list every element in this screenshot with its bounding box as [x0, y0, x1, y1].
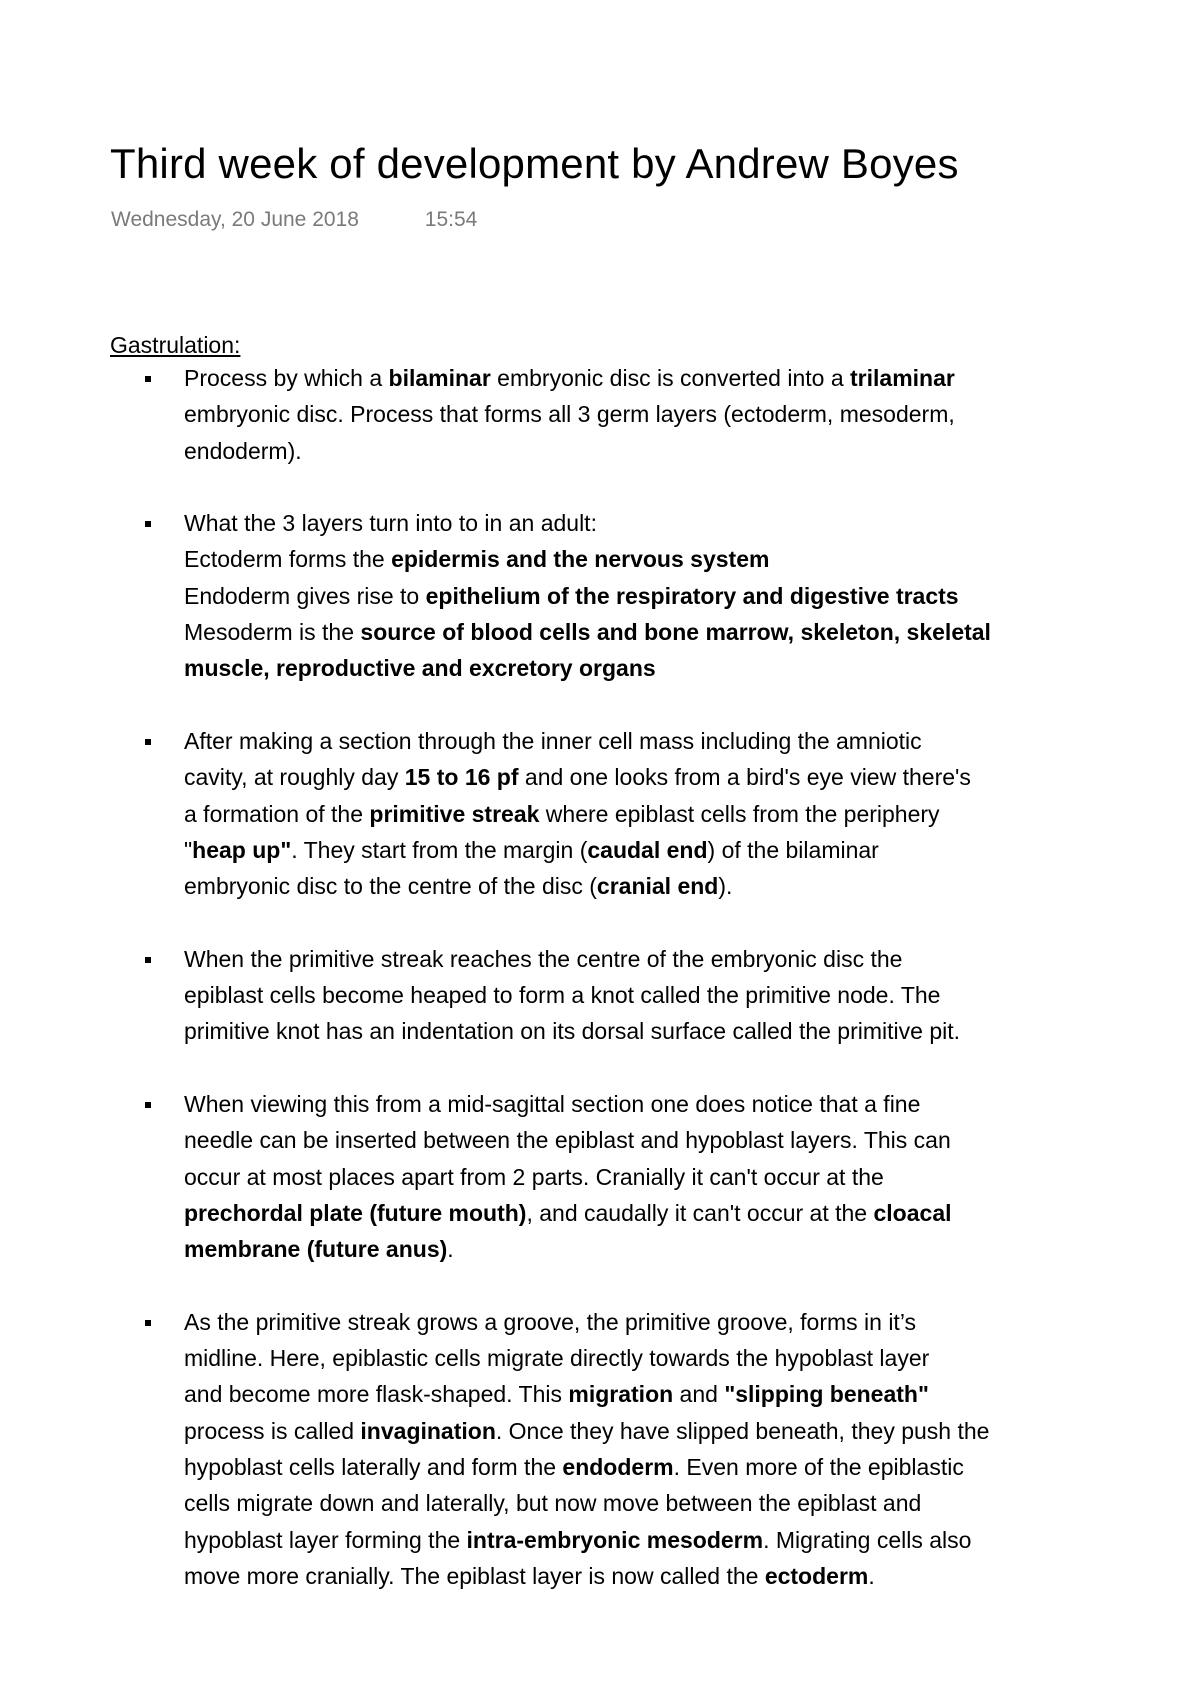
text-run: . Migrating cells also	[763, 1526, 972, 1553]
text-line	[184, 759, 1140, 795]
text-run: epiblast cells become heaped to form a knot called the primitive node. The	[184, 982, 941, 1009]
bold-text-run: caudal end	[587, 836, 708, 863]
bold-text-run: migration	[568, 1381, 674, 1408]
text-line	[184, 1013, 1140, 1049]
text-run: occur at most places apart from 2 parts. Cranially it can't occur at the	[184, 1163, 884, 1190]
text-line	[184, 1195, 1140, 1231]
text-run: hypoblast cells laterally and form the	[184, 1453, 563, 1480]
bullet-marker-icon	[145, 1320, 151, 1326]
bold-text-run: source of blood cells and bone marrow, skeleton, skeletal	[360, 619, 991, 646]
text-run: Mesoderm is the	[184, 619, 361, 646]
text-run: Endoderm gives rise to	[184, 582, 426, 609]
text-line	[184, 1558, 1140, 1594]
text-line	[184, 796, 1140, 832]
text-run: cells migrate down and laterally, but now move between the epiblast and	[184, 1490, 922, 1517]
text-run: ).	[718, 873, 733, 900]
bullet-item	[0, 1086, 1200, 1267]
text-run: endoderm).	[184, 437, 302, 464]
text-line	[184, 360, 1140, 396]
text-run: midline. Here, epiblastic cells migrate directly towards the hypoblast layer	[184, 1345, 930, 1372]
bold-text-run: cranial end	[596, 873, 719, 900]
text-line	[184, 1231, 1140, 1267]
bold-text-run: prechordal plate (future mouth)	[184, 1199, 527, 1226]
text-run: , and caudally it can't occur at the	[526, 1199, 874, 1226]
text-line	[184, 1376, 1140, 1412]
text-run: embryonic disc. Process that forms all 3 germ layers (ectoderm, mesoderm,	[184, 401, 955, 428]
text-run: hypoblast layer forming the	[184, 1526, 467, 1553]
text-run: and one looks from a bird's eye view there's	[518, 764, 971, 791]
bold-text-run: intra-embryonic mesoderm	[466, 1526, 764, 1553]
text-run: a formation of the	[184, 800, 370, 827]
text-run: As the primitive streak grows a groove, the primitive groove, forms in it’s	[184, 1308, 917, 1335]
bold-text-run: epithelium of the respiratory and digestive tracts	[425, 582, 959, 609]
text-run: move more cranially. The epiblast layer is now called the	[184, 1562, 765, 1589]
bullet-list	[0, 360, 1200, 1630]
text-line	[184, 1159, 1140, 1195]
text-line	[184, 1522, 1140, 1558]
text-line	[184, 977, 1140, 1013]
bullet-item	[0, 1304, 1200, 1594]
text-run: cavity, at roughly day	[184, 764, 405, 791]
page-title: Third week of development by Andrew Boyes	[110, 140, 959, 187]
bullet-item	[0, 360, 1200, 469]
bold-text-run: invagination	[360, 1417, 496, 1444]
text-line	[184, 1304, 1140, 1340]
bold-text-run: 15 to 16 pf	[404, 764, 519, 791]
text-run: When the primitive streak reaches the centre of the embryonic disc the	[184, 945, 903, 972]
text-line	[184, 1449, 1140, 1485]
text-line	[184, 1122, 1140, 1158]
bullet-item	[0, 505, 1200, 686]
text-line	[184, 541, 1140, 577]
text-line	[184, 505, 1140, 541]
text-line	[184, 868, 1140, 904]
bold-text-run: cloacal	[873, 1199, 952, 1226]
bold-text-run: primitive streak	[369, 800, 540, 827]
bold-text-run: heap up"	[192, 836, 292, 863]
bold-text-run: epidermis and the nervous system	[391, 546, 770, 573]
text-line	[184, 433, 1140, 469]
text-run: and become more flask-shaped. This	[184, 1381, 569, 1408]
text-line	[184, 578, 1140, 614]
text-run: .	[868, 1562, 875, 1589]
text-run: ) of the bilaminar	[707, 836, 879, 863]
text-run: Ectoderm forms the	[184, 546, 392, 573]
text-line	[184, 1086, 1140, 1122]
bold-text-run: muscle, reproductive and excretory organs	[184, 655, 656, 682]
text-run: .	[447, 1236, 454, 1263]
bullet-item	[0, 941, 1200, 1050]
bullet-marker-icon	[145, 521, 151, 527]
bullet-item	[0, 723, 1200, 904]
text-line	[184, 1340, 1140, 1376]
text-run: . Once they have slipped beneath, they push the	[495, 1417, 990, 1444]
text-line	[184, 396, 1140, 432]
text-run: After making a section through the inner cell mass including the amniotic	[184, 727, 922, 754]
text-run: . They start from the margin (	[291, 836, 588, 863]
text-line	[184, 650, 1140, 686]
page-time: 15:54	[424, 208, 478, 231]
bold-text-run: trilaminar	[850, 365, 955, 391]
text-run: primitive knot has an indentation on its dorsal surface called the primitive pit.	[184, 1018, 961, 1045]
text-line	[184, 1413, 1140, 1449]
page-meta	[111, 206, 477, 234]
text-run: . Even more of the epiblastic	[673, 1453, 964, 1480]
text-run: "	[184, 836, 193, 863]
bold-text-run: ectoderm	[764, 1562, 869, 1589]
text-run: What the 3 layers turn into to in an adult:	[184, 510, 597, 537]
bold-text-run: bilaminar	[388, 365, 491, 391]
bullet-marker-icon	[145, 1102, 151, 1108]
text-run: process is called	[184, 1417, 361, 1444]
text-line	[184, 1485, 1140, 1521]
text-run: When viewing this from a mid-sagittal section one does notice that a fine	[184, 1090, 921, 1117]
bullet-marker-icon	[145, 376, 151, 382]
text-run: embryonic disc is converted into a	[490, 365, 851, 391]
page-date: Wednesday, 20 June 2018	[111, 208, 359, 231]
text-line	[184, 614, 1140, 650]
bullet-marker-icon	[145, 957, 151, 963]
text-line	[184, 832, 1140, 868]
text-run: and	[673, 1381, 725, 1408]
bold-text-run: endoderm	[562, 1453, 674, 1480]
text-run: where epiblast cells from the periphery	[539, 800, 940, 827]
bold-text-run: "slipping beneath"	[724, 1381, 929, 1408]
text-run: Process by which a	[184, 365, 389, 391]
section-heading: Gastrulation:	[110, 332, 241, 358]
text-line	[184, 941, 1140, 977]
bullet-marker-icon	[145, 739, 151, 745]
text-run: embryonic disc to the centre of the disc (	[184, 873, 597, 900]
text-run: needle can be inserted between the epiblast and hypoblast layers. This can	[184, 1127, 951, 1154]
bold-text-run: membrane (future anus)	[184, 1236, 448, 1263]
text-line	[184, 723, 1140, 759]
